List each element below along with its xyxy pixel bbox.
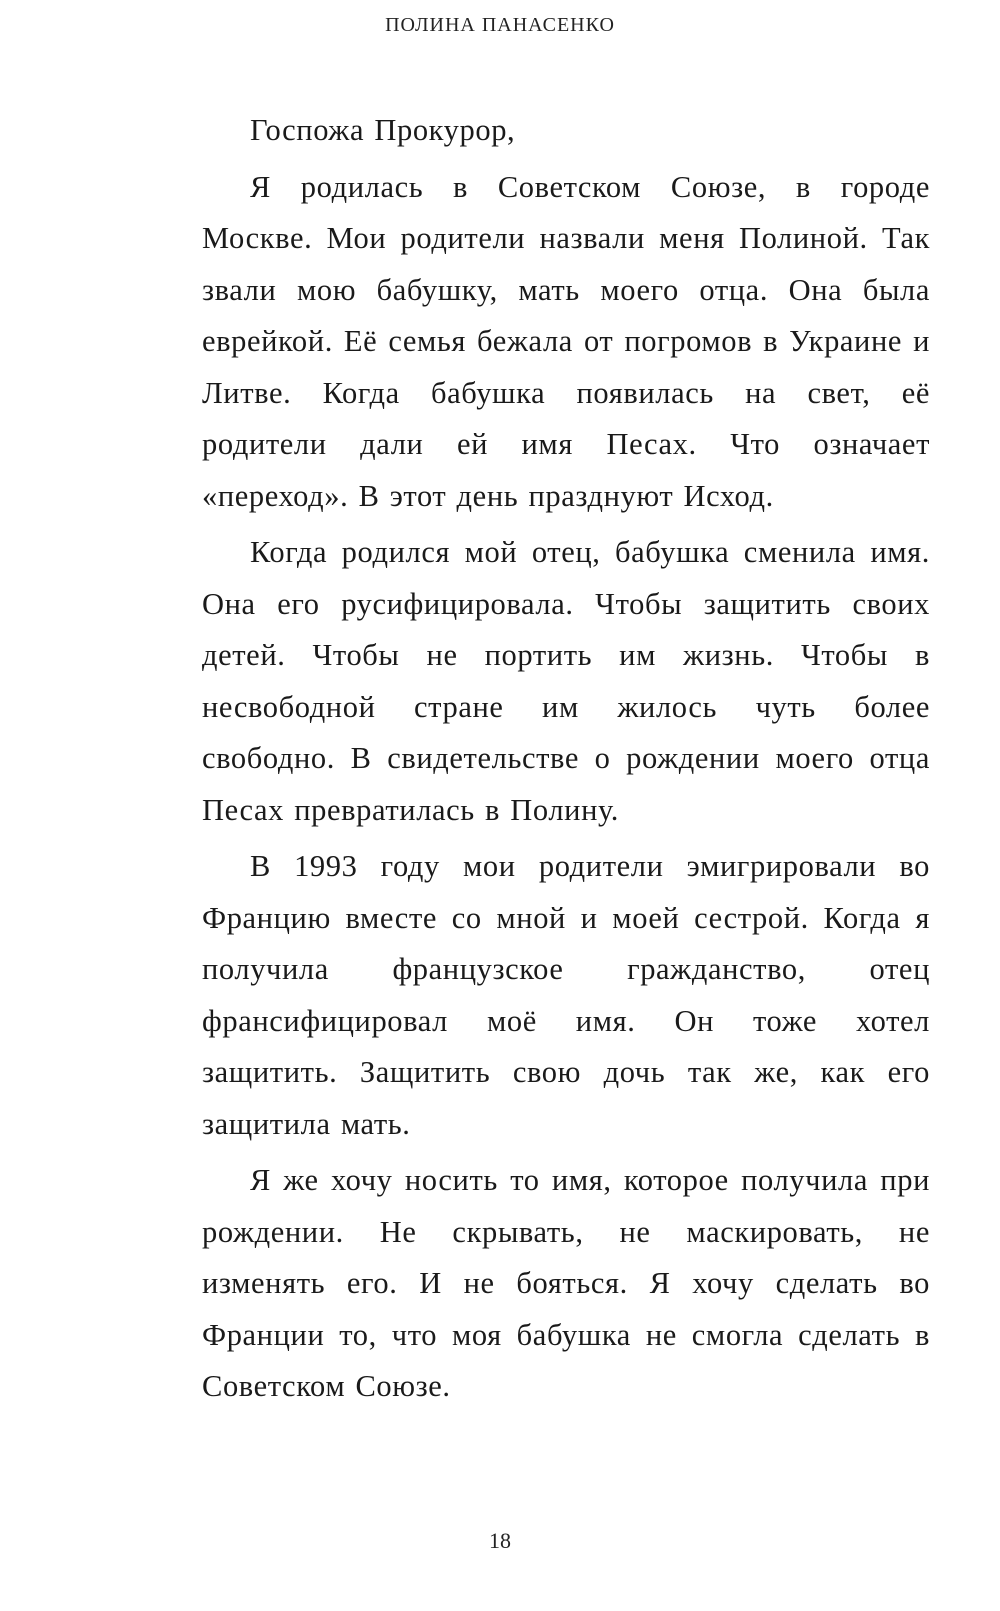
paragraph-1: Я родилась в Советском Союзе, в городе Москве. Мои родители назвали меня Полиной. Так звали мою бабушку, мать моего отца. Она была еврейкой. Её семья бежала от погромов в Украине и Литве. Когда бабушка появилась на свет, её родители дали ей имя Песах. Что означает «переход». В этот день празднуют Исход. — [202, 169, 930, 513]
paragraph-4: Я же хочу носить то имя, которое получила при рождении. Не скрывать, не маскировать, не изменять его. И не бояться. Я хочу сделать во Франции то, что моя бабушка не смогла сделать в Советском Союзе. — [202, 1163, 930, 1403]
body-text — [202, 105, 930, 1418]
paragraph-3: В 1993 году мои родители эмигрировали во Францию вместе со мной и моей сестрой. Когда я получила французское гражданство, отец франсифицировал моё имя. Он тоже хотел защитить. Защитить свою дочь так же, как его защитила мать. — [202, 849, 930, 1141]
page-number: 18 — [489, 1528, 511, 1553]
paragraph-2: Когда родился мой отец, бабушка сменила имя. Она его русифицировала. Чтобы защитить своих детей. Чтобы не портить им жизнь. Чтобы в несвободной стране им жилось чуть более свободно. В свидетельстве о рождении моего отца Песах превратилась в Полину. — [202, 535, 930, 827]
running-head: ПОЛИНА ПАНАСЕНКО — [385, 14, 615, 36]
salutation: Госпожа Прокурор, — [250, 113, 516, 147]
